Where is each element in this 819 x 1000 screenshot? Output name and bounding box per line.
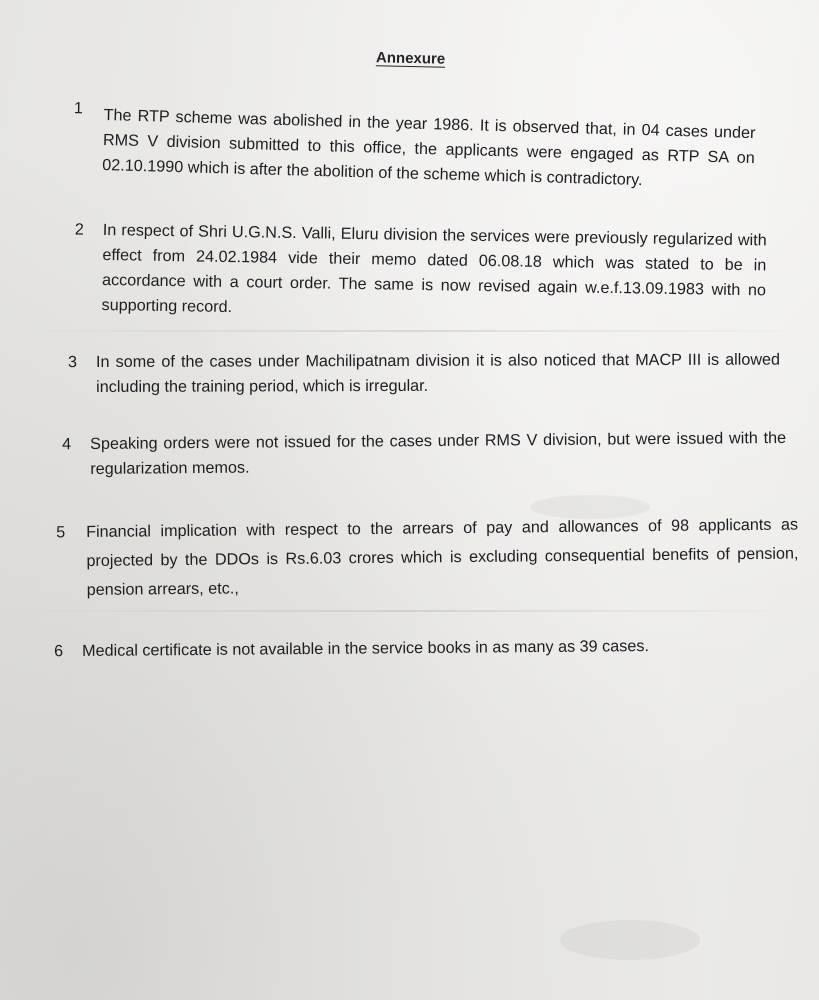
annexure-item xyxy=(62,426,787,482)
item-number: 3 xyxy=(68,353,78,372)
item-text: Medical certificate is not available in the service books in as many as 39 cases. xyxy=(82,637,650,660)
item-number: 1 xyxy=(73,99,84,118)
item-text: Speaking orders were not issued for the cases under RMS V division, but were issued with the regularization memos. xyxy=(90,428,787,478)
paper-smudge xyxy=(560,920,700,960)
item-number: 2 xyxy=(74,220,84,239)
item-text: In respect of Shri U.G.N.S. Valli, Eluru division the services were previously regularized with effect from 24.02.1984 vide their memo dated 06.08.18 which was stated to be in accordance with a court order. The same is now revised again w.e.f.13.09.1983 with no supporting record. xyxy=(101,220,767,317)
item-text: The RTP scheme was abolished in the year 1986. It is observed that, in 04 cases under RMS V division submitted to this office, the applicants were engaged as RTP SA on 02.10.1990 which is after the abolition of the scheme which is contradictory. xyxy=(102,105,756,190)
paper-fold xyxy=(0,610,819,612)
item-number: 5 xyxy=(56,523,66,542)
document-title: Annexure xyxy=(375,49,446,68)
annexure-item xyxy=(54,633,782,664)
annexure-item xyxy=(56,511,799,605)
item-text: Financial implication with respect to the arrears of pay and allowances of 98 applicants as projected by the DDOs is Rs.6.03 crores which is excluding consequential benefits of pension, pension arrears, etc., xyxy=(86,515,799,599)
annexure-item xyxy=(74,218,767,328)
item-text: In some of the cases under Machilipatnam division it is also noticed that MACP III is allowed including the training period, which is irregular. xyxy=(96,350,781,396)
item-number: 6 xyxy=(54,642,64,661)
annexure-item xyxy=(68,348,781,400)
paper-fold xyxy=(0,330,819,332)
annexure-item xyxy=(73,99,756,196)
item-number: 4 xyxy=(62,435,72,454)
